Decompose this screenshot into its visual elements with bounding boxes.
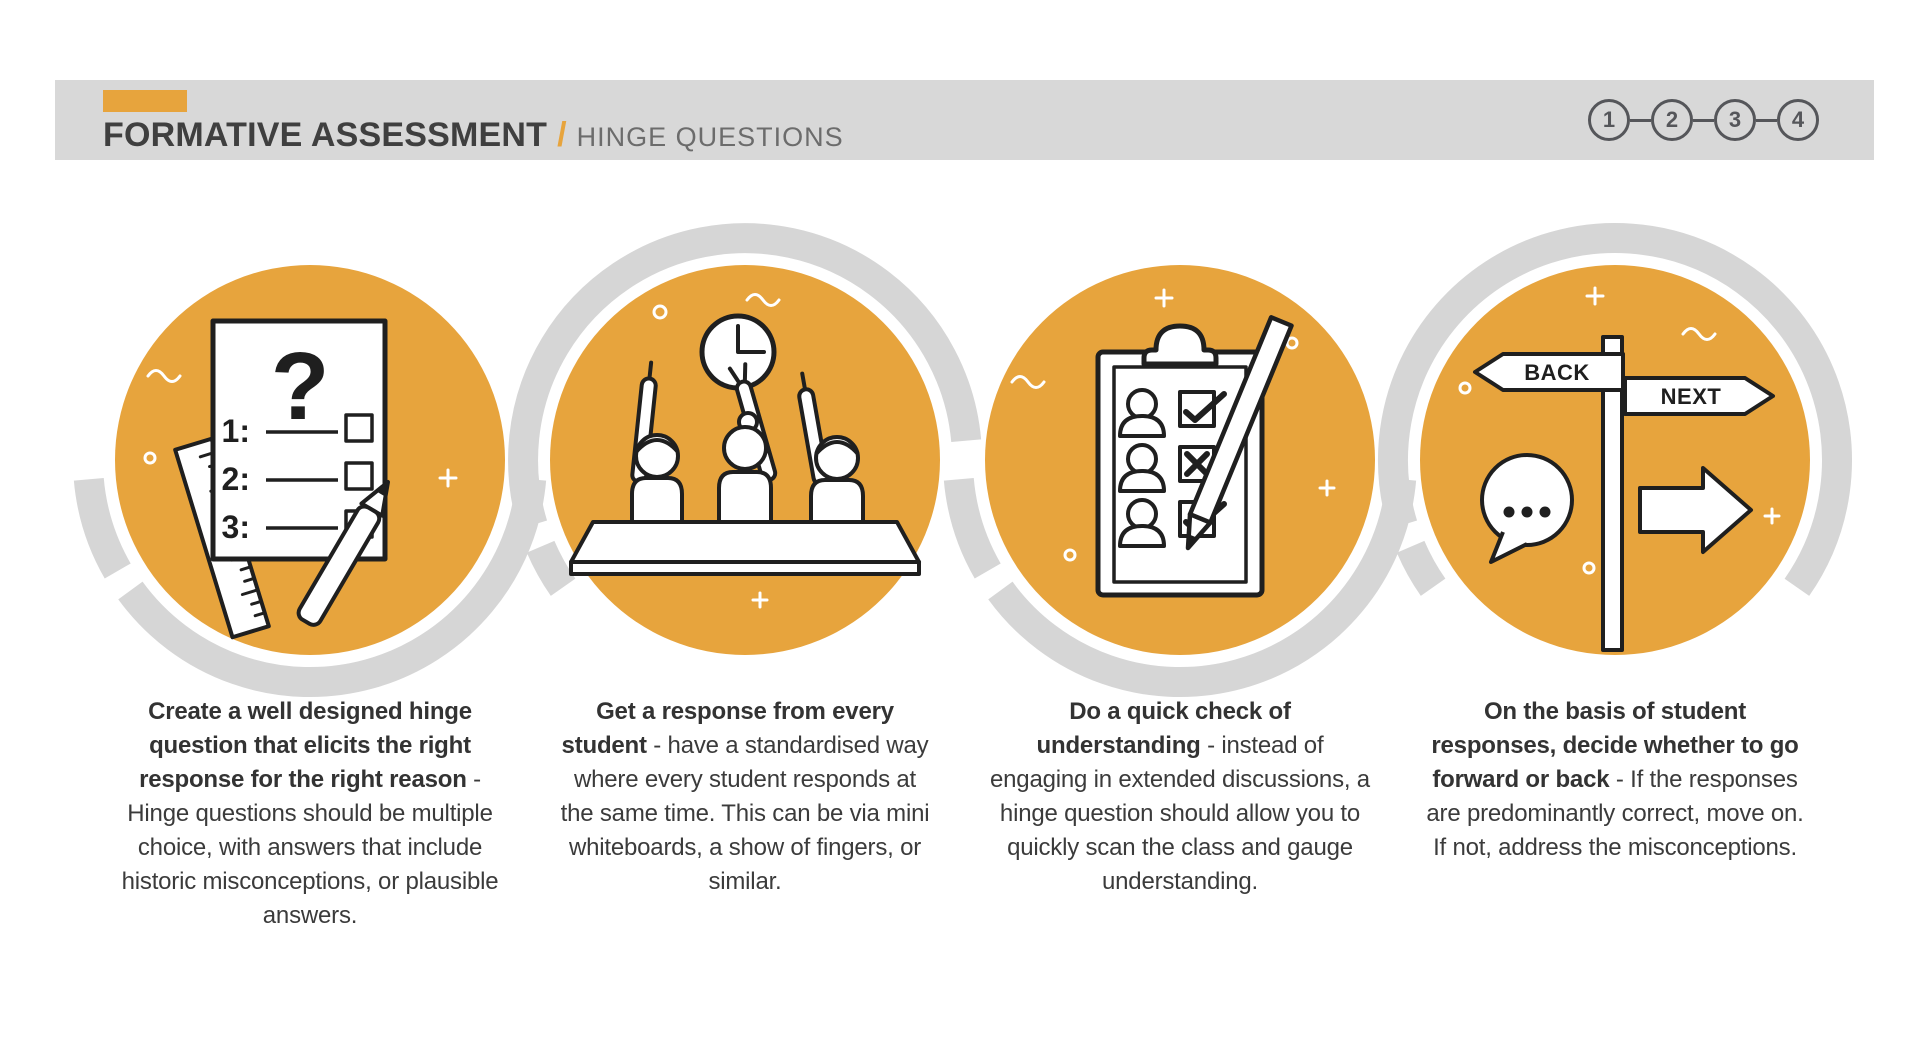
step-2-body: - have a standardised way where every student responds at the same time. This can be via mini whiteboards, a show of fingers, or similar. (560, 732, 930, 895)
step-4-title: On the basis of student responses, decide whether to go forward or back (1431, 698, 1799, 793)
answer-checkbox (346, 415, 372, 441)
step-3-description (990, 695, 1370, 899)
step-number-4: 4 (1777, 99, 1819, 141)
back-sign-label: BACK (1524, 360, 1590, 385)
answer-label-2: 2: (221, 461, 250, 497)
desk (571, 522, 919, 574)
ring-arc (1411, 547, 1434, 588)
step-1-title: Create a well designed hinge question that elicits the right response for the right reason (139, 698, 472, 793)
step-number-3: 3 (1714, 99, 1756, 141)
step-2-description (555, 695, 935, 899)
answer-label-1: 1: (221, 413, 250, 449)
title-separator: / (557, 116, 567, 154)
ring-arc (541, 547, 564, 588)
next-sign-label: NEXT (1660, 384, 1722, 409)
step-number-1: 1 (1588, 99, 1630, 141)
step-1-body: - Hinge questions should be multiple choice, with answers that include historic misconceptions, or plausible answers. (121, 766, 499, 929)
step-1-description (120, 695, 500, 933)
step-4-description (1425, 695, 1805, 865)
step-2-title: Get a response from every student (561, 698, 894, 759)
step-4-body: - If the responses are predominantly correct, move on. If not, address the misconceptions. (1426, 766, 1804, 861)
ring-arc (959, 479, 988, 571)
step-number-2: 2 (1651, 99, 1693, 141)
clock-icon (702, 316, 774, 388)
page-subtitle: HINGE QUESTIONS (576, 122, 844, 152)
question-mark-glyph: ? (270, 333, 330, 440)
step-3-title: Do a quick check of understanding (1036, 698, 1291, 759)
page-title: FORMATIVE ASSESSMENT (103, 116, 548, 154)
ring-arc (89, 479, 118, 571)
answer-label-3: 3: (221, 509, 250, 545)
answer-checkbox (346, 463, 372, 489)
step-3-body: - instead of engaging in extended discussions, a hinge question should allow you to quickly scan the class and gauge understanding. (990, 732, 1370, 895)
